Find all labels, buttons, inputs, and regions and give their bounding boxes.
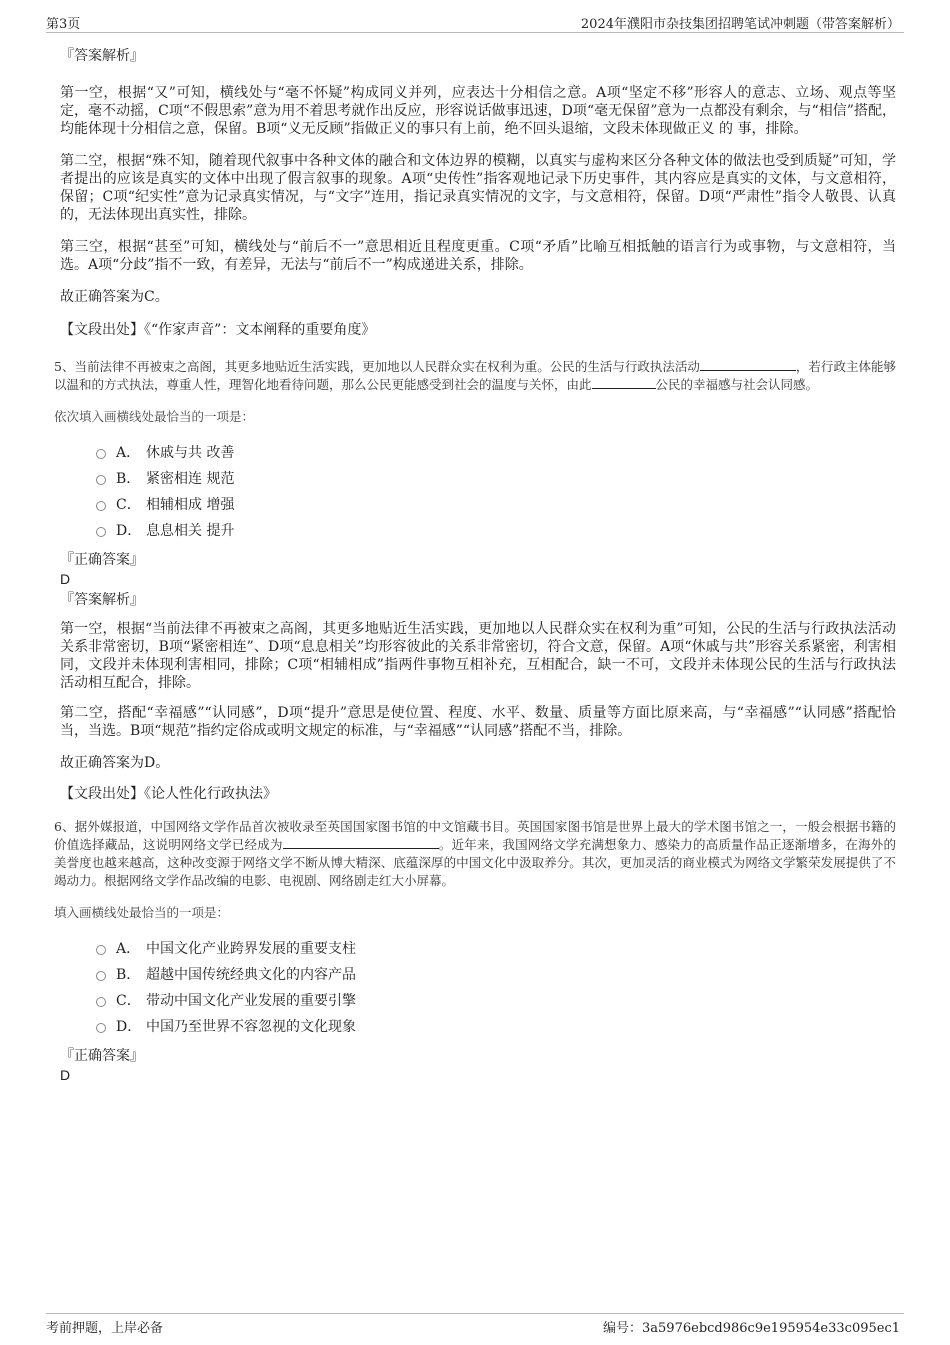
page-number: 第3页 bbox=[46, 17, 81, 32]
fill-blank bbox=[592, 376, 656, 389]
option-a[interactable]: A． 中国文化产业跨界发展的重要支柱 bbox=[96, 936, 896, 962]
option-c[interactable]: C． 相辅相成 增强 bbox=[96, 492, 896, 518]
correct-answer: D bbox=[60, 571, 71, 587]
option-a[interactable]: A． 休戚与共 改善 bbox=[96, 440, 896, 466]
radio-icon[interactable] bbox=[96, 945, 106, 955]
correct-answer-label: 『正确答案』 bbox=[60, 1048, 144, 1064]
question-6-options bbox=[96, 936, 896, 1040]
page-content bbox=[56, 40, 896, 1084]
page-header bbox=[46, 10, 904, 33]
page-footer bbox=[46, 1313, 904, 1336]
document-code: 编号：3a5976ebcd986c9e195954e33c095ec1 bbox=[603, 1321, 900, 1336]
question-5-options bbox=[96, 440, 896, 544]
correct-answer-label: 『正确答案』 bbox=[60, 552, 144, 568]
footer-slogan: 考前押题，上岸必备 bbox=[46, 1321, 164, 1336]
radio-icon[interactable] bbox=[96, 1023, 106, 1033]
analysis-conclusion: 故正确答案为D。 bbox=[60, 755, 170, 771]
analysis-paragraph-2: 第二空，根据“殊不知，随着现代叙事中各种文体的融合和文体边界的模糊，以真实与虚构来区分各种文体的做法也受到质疑”可知，学者提出的应该是真实的文体中出现了假言叙事的现象。A项“史传性”指客观地记录下历史事件，其内容应是真实的文体，与文意相符，保留；C项“纪实性”意为记录真实情况，与“文字”连用，指记录真实情况的文字，与文意相符，保留。D项“严肃性”指令人敬畏、认真的，无法体现出真实性，排除。 bbox=[60, 153, 896, 223]
radio-icon[interactable] bbox=[96, 475, 106, 485]
question-6-stem: 6、据外媒报道，中国网络文学作品首次被收录至英国国家图书馆的中文馆藏书目。英国国家图书馆是世界上最大的学术图书馆之一，一般会根据书籍的价值选择藏品，这说明网络文学已经成为 。近年来，我国网络文学充满想象力、感染力的高质量作品正逐渐增多，在海外的美誉度也越来越高，这种改变源于网络文学不断从博大精深、底蕴深厚的中国文化中汲取养分。其次，更加灵活的商业模式为网络文学繁荣发展提供了不竭动力。根据网络文学作品改编的电影、电视剧、网络剧走红大小屏幕。 bbox=[54, 819, 896, 888]
analysis-paragraph-3: 第三空，根据“甚至”可知，横线处与“前后不一”意思相近且程度更重。C项“矛盾”比喻互相抵触的语言行为或事物，与文意相符，当选。A项“分歧”指不一致，有差异，无法与“前后不一”构成递进关系，排除。 bbox=[60, 239, 896, 273]
analysis-label: 『答案解析』 bbox=[60, 592, 144, 608]
option-b[interactable]: B． 超越中国传统经典文化的内容产品 bbox=[96, 962, 896, 988]
radio-icon[interactable] bbox=[96, 527, 106, 537]
question-5-stem: 5、当前法律不再被束之高阁，其更多地贴近生活实践，更加地以人民群众实在权利为重。公民的生活与行政执法活动 ，若行政主体能够以温和的方式执法，尊重人性，理智化地看待问题，那么公民更能感受到社会的温度与关怀，由此 公民的幸福感与社会认同感。 bbox=[54, 359, 896, 392]
analysis-conclusion: 故正确答案为C。 bbox=[60, 289, 169, 305]
option-d[interactable]: D． 中国乃至世界不容忽视的文化现象 bbox=[96, 1014, 896, 1040]
question-6-prompt: 填入画横线处最恰当的一项是： bbox=[54, 905, 230, 920]
option-c[interactable]: C． 带动中国文化产业发展的重要引擎 bbox=[96, 988, 896, 1014]
passage-source: 【文段出处】《“作家声音”：文本阐释的重要角度》 bbox=[60, 322, 376, 338]
analysis-paragraph-1: 第一空，根据“又”可知，横线处与“毫不怀疑”构成同义并列，应表达十分相信之意。A项“坚定不移”形容人的意志、立场、观点等坚定，毫不动摇，C项“不假思索”意为用不着思考就作出反应，形容说话做事迅速，D项“毫无保留”意为一点都没有剩余，与“相信”搭配，均能体现十分相信之意，保留。B项“义无反顾”指做正义的事只有上前，绝不回头退缩，文段未体现做正义 的 事，排除。 bbox=[60, 85, 896, 137]
document-title: 2024年濮阳市杂技集团招聘笔试冲刺题（带答案解析） bbox=[580, 17, 900, 32]
fill-blank bbox=[700, 358, 796, 371]
correct-answer: D bbox=[60, 1067, 71, 1083]
passage-source: 【文段出处】《论人性化行政执法》 bbox=[60, 786, 277, 802]
radio-icon[interactable] bbox=[96, 449, 106, 459]
analysis-paragraph-2: 第二空，搭配“幸福感”“认同感”，D项“提升”意思是使位置、程度、水平、数量、质量等方面比原来高，与“幸福感”“认同感”搭配恰当，当选。B项“规范”指约定俗成或明文规定的标准，与“幸福感”“认同感”搭配不当，排除。 bbox=[60, 705, 896, 739]
analysis-paragraph-1: 第一空，根据“当前法律不再被束之高阁，其更多地贴近生活实践，更加地以人民群众实在权利为重”可知，公民的生活与行政执法活动关系非常密切，B项“紧密相连”、D项“息息相关”均形容彼此的关系非常密切，符合文意，保留。A项“休戚与共”形容关系紧密，利害相同，文段并未体现利害相同，排除；C项“相辅相成”指两件事物互相补充，互相配合，缺一不可，文段并未体现公民的生活与行政执法活动相互配合，排除。 bbox=[60, 621, 896, 691]
question-5-prompt: 依次填入画横线处最恰当的一项是： bbox=[54, 409, 255, 424]
option-b[interactable]: B． 紧密相连 规范 bbox=[96, 466, 896, 492]
fill-blank bbox=[283, 836, 439, 849]
analysis-label: 『答案解析』 bbox=[60, 48, 144, 64]
radio-icon[interactable] bbox=[96, 997, 106, 1007]
radio-icon[interactable] bbox=[96, 971, 106, 981]
radio-icon[interactable] bbox=[96, 501, 106, 511]
option-d[interactable]: D． 息息相关 提升 bbox=[96, 518, 896, 544]
